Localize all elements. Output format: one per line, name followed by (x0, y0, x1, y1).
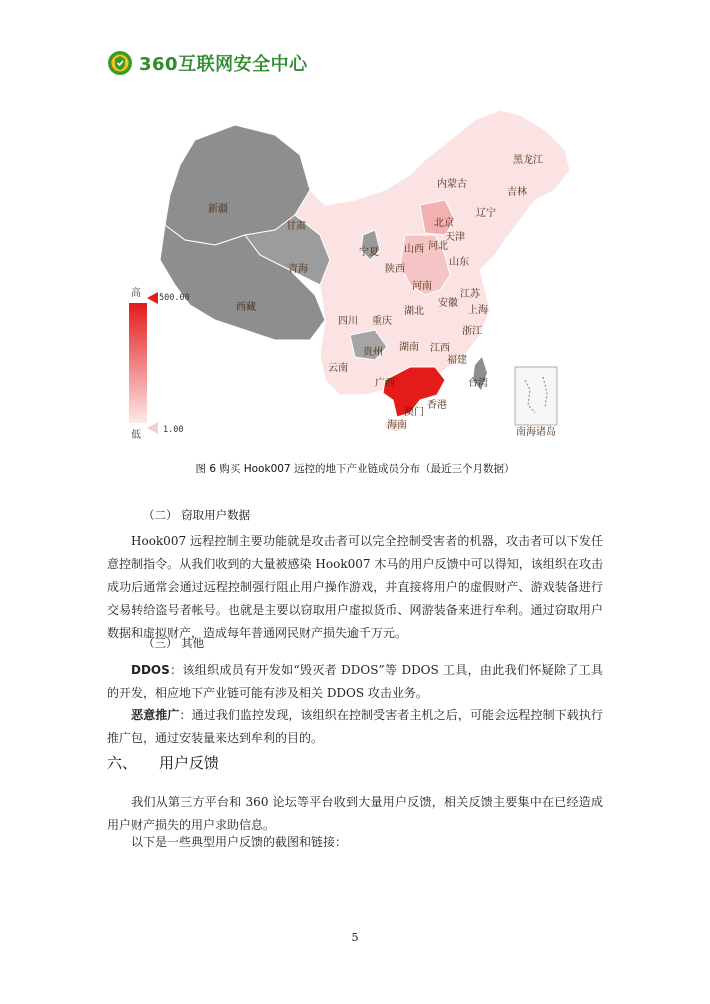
legend-low-label: 低 (131, 430, 141, 440)
label-neimenggu: 内蒙古 (437, 179, 467, 190)
label-jiangxi: 江西 (430, 343, 450, 354)
legend-max-value: 500.00 (159, 293, 190, 303)
label-heilongjiang: 黑龙江 (513, 155, 543, 166)
promo-text: ：通过我们监控发现，该组织在控制受害者主机之后，可能会远程控制下载执行推广包，通过安装量来达到牟利的目的。 (107, 708, 603, 745)
steal-data-text: Hook007 远程控制主要功能就是攻击者可以完全控制受害者的机器，攻击者可以下发任意控制指令。从我们收到的大量被感染 Hook007 木马的用户反馈中可以得知，该组织在攻击成功后通常会通过远程控制强行阻止用户操作游戏，并直接将用户的虚假财产、游戏装备进行交易转给盗号者帐号。也就是主要以窃取用户虚拟货币、网游装备来进行牟利。通过窃取用户数据和虚拟财产，造成每年普通网民财产损失逾千万元。 (107, 534, 603, 640)
feedback-paragraph-2 (107, 831, 603, 854)
360-shield-icon (107, 50, 133, 76)
label-jilin: 吉林 (507, 187, 527, 198)
legend-max-handle (147, 292, 158, 304)
brand-name: 360互联网安全中心 (139, 54, 308, 75)
header-logo (107, 48, 308, 78)
label-xizang: 西藏 (236, 302, 256, 313)
ddos-text: ：该组织成员有开发如“毁灭者 DDOS”等 DDOS 工具，由此我们怀疑除了工具的开发，相应地下产业链可能有涉及相关 DDOS 攻击业务。 (107, 663, 603, 700)
label-beijing: 北京 (434, 218, 454, 229)
section-steal-data-paragraph (107, 530, 603, 645)
label-liaoning: 辽宁 (476, 208, 496, 219)
label-zhejiang: 浙江 (462, 326, 482, 337)
feedback-text-1: 我们从第三方平台和 360 论坛等平台收到大量用户反馈，相关反馈主要集中在已经造成用户财产损失的用户求助信息。 (107, 795, 603, 832)
label-hubei: 湖北 (404, 306, 424, 317)
page-number: 5 (351, 931, 359, 944)
label-shandong: 山东 (449, 257, 469, 268)
label-gansu: 甘肃 (286, 221, 306, 232)
label-xinjiang: 新疆 (208, 204, 228, 215)
label-xianggang: 香港 (427, 400, 447, 411)
label-chongqing: 重庆 (372, 316, 392, 327)
label-taiwan: 台湾 (468, 378, 488, 389)
label-shaanxi: 陕西 (385, 264, 405, 275)
label-tianjin: 天津 (445, 232, 465, 243)
label-fujian: 福建 (447, 355, 467, 366)
section-heading-steal-data: （二） 窃取用户数据 (143, 508, 251, 522)
label-jiangsu: 江苏 (460, 289, 480, 300)
legend-min-value: 1.00 (163, 425, 184, 435)
feedback-text-2: 以下是一些典型用户反馈的截图和链接： (131, 835, 348, 849)
legend-high-label: 高 (131, 288, 141, 299)
china-distribution-map (125, 95, 595, 440)
legend-min-handle (147, 422, 158, 434)
label-sichuan: 四川 (338, 316, 358, 327)
label-aomen: 澳门 (404, 407, 424, 418)
section-heading-other: （三） 其他 (143, 636, 205, 650)
section-title: 用户反馈 (159, 754, 220, 772)
section-heading-user-feedback (107, 752, 219, 773)
label-hebei: 河北 (428, 241, 448, 252)
section-number: 六、 (107, 754, 138, 772)
label-henan: 河南 (412, 281, 432, 292)
legend-gradient-bar (129, 303, 147, 423)
label-hainan: 海南 (387, 420, 407, 431)
label-hunan: 湖南 (399, 342, 419, 353)
label-shanxi: 山西 (404, 244, 424, 255)
label-qinghai: 青海 (288, 264, 308, 275)
promo-label: 恶意推广 (131, 708, 180, 722)
label-yunnan: 云南 (328, 363, 348, 374)
label-shanghai: 上海 (468, 305, 488, 316)
figure-caption: 图 6 购买 Hook007 远控的地下产业链成员分布（最近三个月数据） (195, 463, 515, 475)
ddos-label: DDOS (131, 663, 170, 677)
nanhai-inset (515, 367, 557, 425)
label-anhui: 安徽 (438, 298, 458, 309)
promo-paragraph (107, 704, 603, 750)
label-ningxia: 宁夏 (359, 247, 379, 258)
label-guangxi: 广西 (375, 378, 395, 389)
label-nanhai: 南海诸岛 (516, 427, 556, 438)
label-guizhou: 贵州 (363, 347, 383, 358)
ddos-paragraph (107, 659, 603, 705)
